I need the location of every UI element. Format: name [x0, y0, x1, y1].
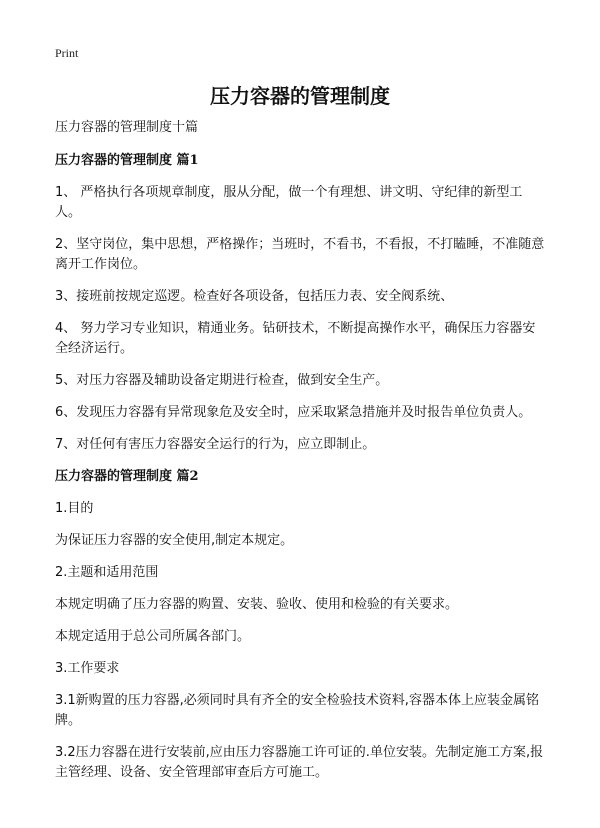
paragraph: 2.主题和适用范围 — [55, 565, 159, 580]
paragraph: 1、 严格执行各项规章制度，服从分配，做一个有理想、讲文明、守纪律的新型工人。 — [55, 185, 523, 220]
paragraph: 4、 努力学习专业知识，精通业务。钻研技术，不断提高操作水平，确保压力容器安全经济运行。 — [55, 321, 536, 356]
paragraph: 2、坚守岗位，集中思想，严格操作；当班时，不看书，不看报，不打瞌睡，不准随意离开工作岗位。 — [55, 237, 545, 272]
section-heading: 压力容器的管理制度 篇2 — [55, 469, 199, 484]
paragraph: 5、对压力容器及辅助设备定期进行检查，做到安全生产。 — [55, 373, 389, 388]
paragraph: 为保证压力容器的安全使用,制定本规定。 — [55, 533, 294, 548]
paragraph: 3.工作要求 — [55, 661, 120, 676]
paragraph: 本规定适用于总公司所属各部门。 — [55, 629, 251, 644]
paragraph: 3.2压力容器在进行安装前,应由压力容器施工许可证的.单位安装。先制定施工方案,报主管经理、设备、安全管理部审查后方可施工。 — [55, 745, 544, 780]
print-label: Print — [55, 46, 79, 60]
document-body — [55, 118, 547, 795]
section-heading: 压力容器的管理制度 篇1 — [55, 153, 199, 168]
paragraph: 3.1新购置的压力容器,必须同时具有齐全的安全检验技术资料,容器本体上应装金属铭牌。 — [55, 693, 539, 728]
document-title: 压力容器的管理制度 — [210, 84, 390, 108]
document-subtitle: 压力容器的管理制度十篇 — [55, 120, 199, 135]
paragraph: 3、接班前按规定巡逻。检查好各项设备，包括压力表、安全阀系统、 — [55, 289, 454, 304]
paragraph: 6、发现压力容器有异常现象危及安全时，应采取紧急措施并及时报告单位负责人。 — [55, 405, 532, 420]
paragraph: 本规定明确了压力容器的购置、安装、验收、使用和检验的有关要求。 — [55, 597, 459, 612]
paragraph: 7、对任何有害压力容器安全运行的行为，应立即制止。 — [55, 437, 376, 452]
paragraph: 1.目的 — [55, 501, 94, 516]
